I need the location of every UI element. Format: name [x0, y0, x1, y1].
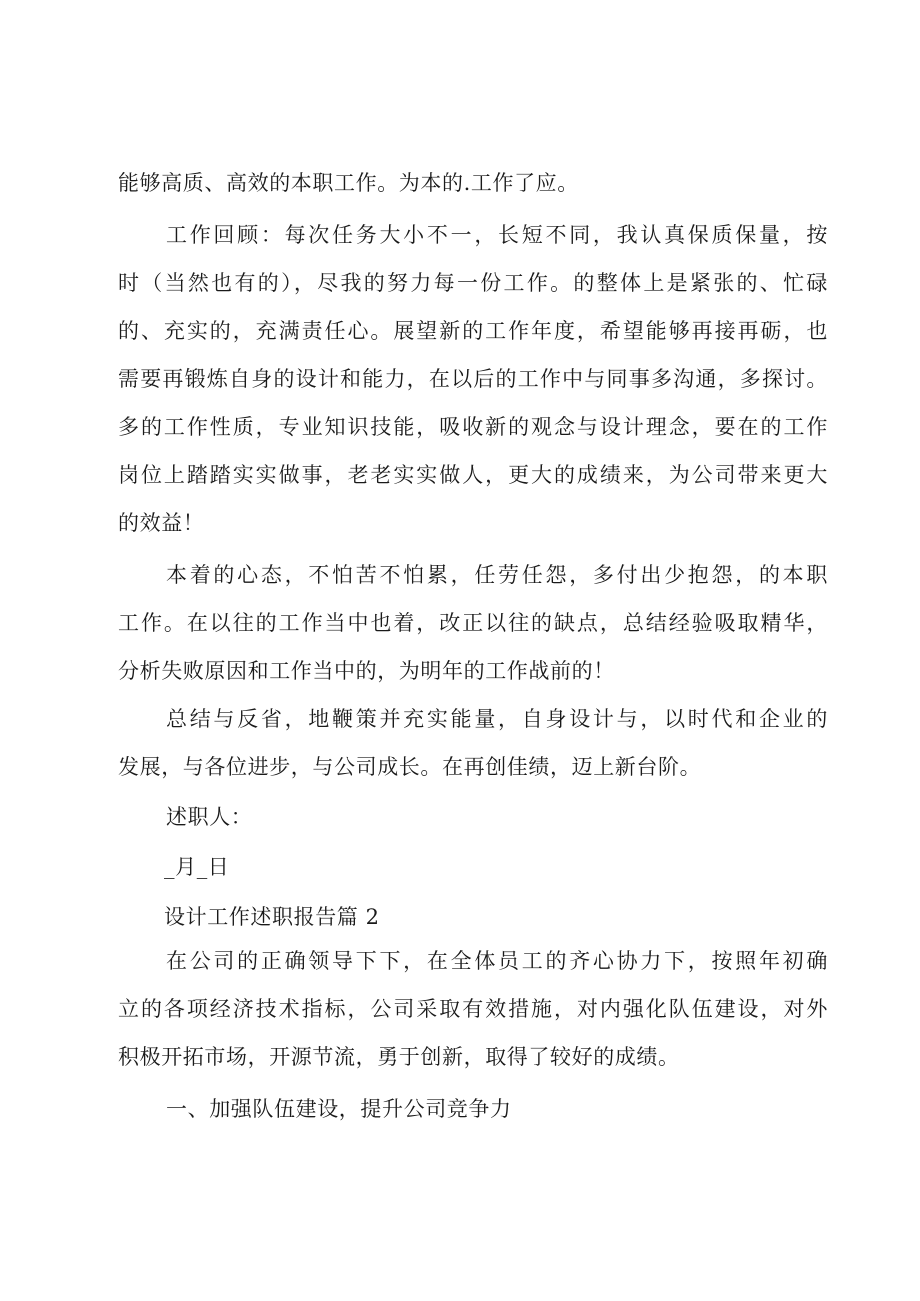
text-line: 在公司的正确领导下下，在全体员工的齐心协力下，按照年初确	[166, 949, 828, 973]
date-line: _月_日	[164, 855, 230, 879]
text-line: 的效益！	[118, 511, 205, 535]
text-line: 立的各项经济技术指标，公司采取有效措施，对内强化队伍建设，对外	[118, 997, 828, 1021]
text-line: 积极开拓市场，开源节流，勇于创新，取得了较好的成绩。	[118, 1045, 680, 1069]
section-title: 设计工作述职报告篇 2	[164, 905, 380, 929]
text-line: 本着的心态，不怕苦不怕累，任劳任怨，多付出少抱怨，的本职	[166, 563, 828, 587]
signature-label: 述职人：	[166, 805, 253, 829]
text-line: 工作回顾：每次任务大小不一，长短不同，我认真保质保量，按	[166, 223, 828, 247]
subsection-heading: 一、加强队伍建设，提升公司竞争力	[166, 1097, 512, 1121]
text-line: 时（当然也有的），尽我的努力每一份工作。的整体上是紧张的、忙碌	[118, 271, 828, 295]
text-line: 发展，与各位进步，与公司成长。在再创佳绩，迈上新台阶。	[118, 755, 702, 779]
text-line: 分析失败原因和工作当中的，为明年的工作战前的！	[118, 659, 615, 683]
text-line: 需要再锻炼自身的设计和能力，在以后的工作中与同事多沟通，多探讨。	[118, 367, 828, 391]
text-line: 工作。在以往的工作当中也着，改正以往的缺点，总结经验吸取精华，	[118, 611, 828, 635]
text-line: 岗位上踏踏实实做事，老老实实做人，更大的成绩来，为公司带来更大	[118, 463, 828, 487]
text-line: 的、充实的，充满责任心。展望新的工作年度，希望能够再接再砺，也	[118, 319, 828, 343]
text-line: 多的工作性质，专业知识技能，吸收新的观念与设计理念，要在的工作	[118, 415, 828, 439]
text-line: 总结与反省，地鞭策并充实能量，自身设计与，以时代和企业的	[166, 707, 828, 731]
text-line: 能够高质、高效的本职工作。为本的.工作了应。	[118, 171, 579, 195]
